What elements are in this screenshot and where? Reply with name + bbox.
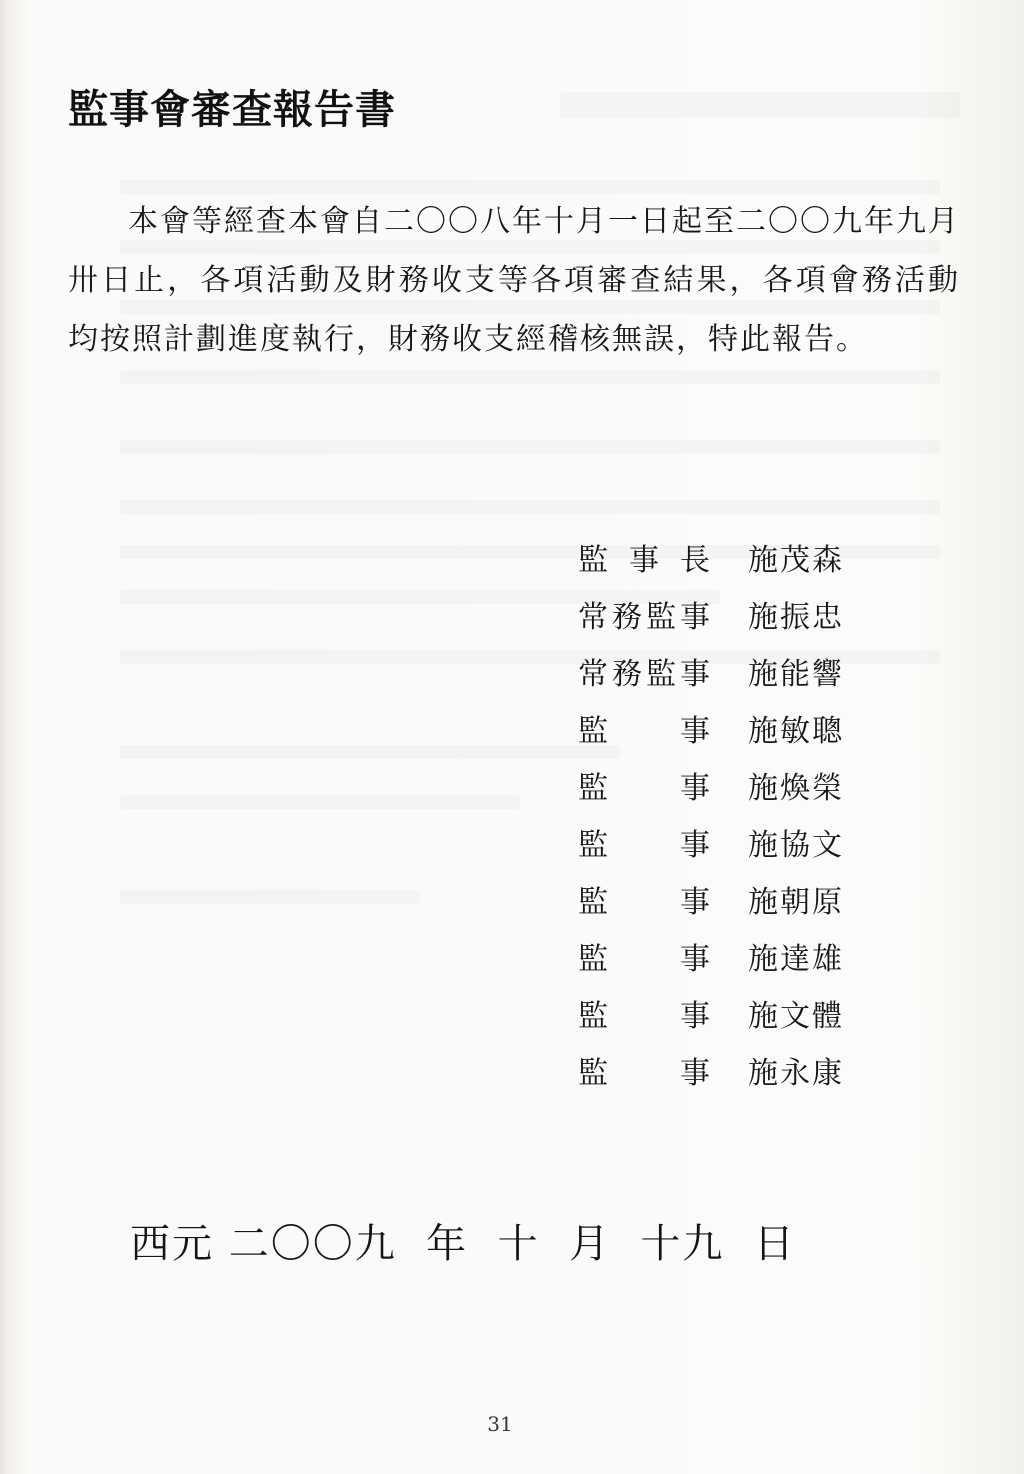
- signature-title: [578, 1048, 710, 1092]
- signature-row: [578, 927, 878, 984]
- signature-title-char: 監: [578, 1055, 608, 1091]
- signature-title-char: 監: [646, 656, 676, 692]
- signature-name: 施達雄: [748, 941, 844, 977]
- signature-title-char: 事: [680, 770, 710, 806]
- signature-title-char: 事: [680, 1055, 710, 1091]
- page-number: 31: [487, 1412, 513, 1436]
- signature-title-char: 事: [680, 656, 710, 692]
- report-date: 西元 二〇〇九 年 十 月 十九 日: [130, 1221, 796, 1267]
- signature-row: [578, 642, 878, 699]
- signature-title-char: 監: [578, 542, 608, 578]
- signature-title-char: 監: [578, 998, 608, 1034]
- signature-title-char: 監: [578, 827, 608, 863]
- signature-title-char: 務: [612, 656, 642, 692]
- signature-title-char: 監: [578, 941, 608, 977]
- report-title: 監事會審查報告書: [68, 86, 396, 133]
- signature-title: [578, 649, 710, 693]
- signature-row: [578, 1041, 878, 1098]
- signature-title-char: 事: [629, 542, 659, 578]
- signature-name: 施煥榮: [748, 770, 844, 806]
- signature-row: [578, 528, 878, 585]
- signature-row: [578, 870, 878, 927]
- signature-name: 施文體: [748, 998, 844, 1034]
- signature-title: [578, 991, 710, 1035]
- signature-row: [578, 756, 878, 813]
- signature-title: [578, 820, 710, 864]
- signature-row: [578, 585, 878, 642]
- signature-title: [578, 877, 710, 921]
- signature-name: 施朝原: [748, 884, 844, 920]
- signature-row: [578, 699, 878, 756]
- signature-title-char: 事: [680, 884, 710, 920]
- signature-title-char: 事: [680, 599, 710, 635]
- signature-name: 施協文: [748, 827, 844, 863]
- signature-name: 施敏聰: [748, 713, 844, 749]
- signature-title-char: 監: [578, 770, 608, 806]
- signature-title-char: 事: [680, 941, 710, 977]
- signature-name: 施振忠: [748, 599, 844, 635]
- signature-title: [578, 706, 710, 750]
- signature-row: [578, 813, 878, 870]
- signature-row: [578, 984, 878, 1041]
- signature-list: [578, 528, 878, 1098]
- signature-title-char: 務: [612, 599, 642, 635]
- signature-title-char: 監: [646, 599, 676, 635]
- signature-name: 施能響: [748, 656, 844, 692]
- signature-title-char: 常: [578, 599, 608, 635]
- signature-title: [578, 763, 710, 807]
- signature-title-char: 常: [578, 656, 608, 692]
- signature-name: 施茂森: [748, 542, 844, 578]
- signature-name: 施永康: [748, 1055, 844, 1091]
- signature-title: [578, 592, 710, 636]
- signature-title-char: 監: [578, 884, 608, 920]
- signature-title: [578, 934, 710, 978]
- signature-title-char: 事: [680, 713, 710, 749]
- signature-title-char: 監: [578, 713, 608, 749]
- signature-title-char: 事: [680, 827, 710, 863]
- signature-title-char: 長: [680, 542, 710, 578]
- signature-title: [578, 535, 710, 579]
- signature-title-char: 事: [680, 998, 710, 1034]
- report-body: 本會等經查本會自二〇〇八年十月一日起至二〇〇九年九月卅日止，各項活動及財務收支等各項審查結果，各項會務活動均按照計劃進度執行，財務收支經稽核無誤，特此報告。: [68, 204, 960, 357]
